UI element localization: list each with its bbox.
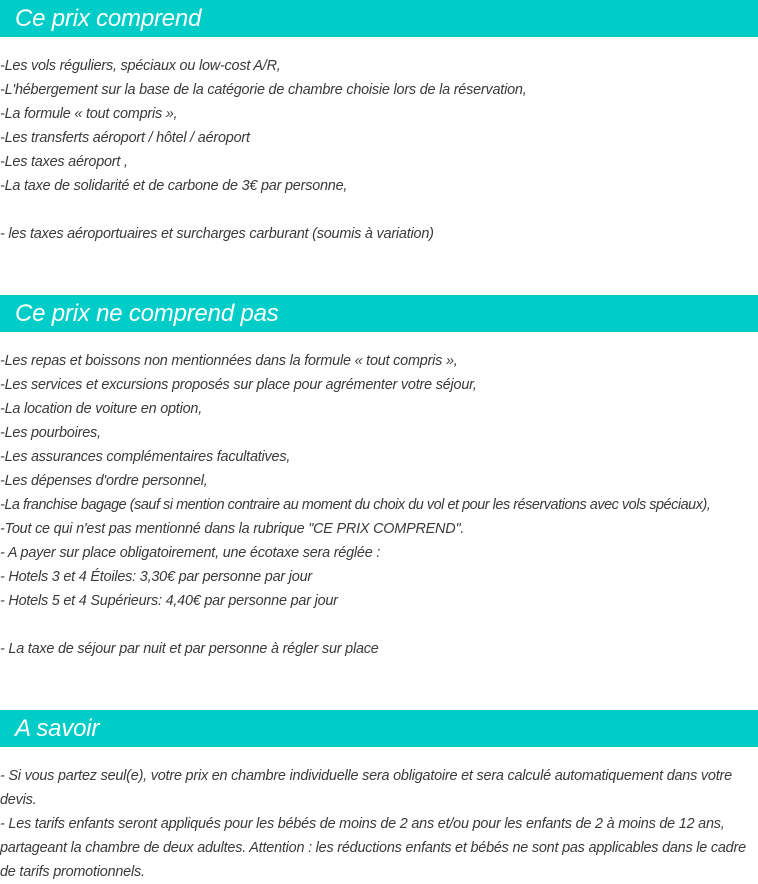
list-item: -Les services et excursions proposés sur place pour agrémenter votre séjour, xyxy=(0,377,477,393)
list-item: - La taxe de séjour par nuit et par personne à régler sur place xyxy=(0,641,379,657)
list-item: -Les dépenses d'ordre personnel, xyxy=(0,473,208,489)
list-item: - Hotels 5 et 4 Supérieurs: 4,40€ par personne par jour xyxy=(0,593,338,609)
section-header-not-included xyxy=(0,295,758,332)
list-item: -L'hébergement sur la base de la catégorie de chambre choisie lors de la réservation, xyxy=(0,82,527,98)
list-item: -Les pourboires, xyxy=(0,425,101,441)
list-item: -Les transferts aéroport / hôtel / aéroport xyxy=(0,130,250,146)
list-item: - A payer sur place obligatoirement, une écotaxe sera réglée : xyxy=(0,545,381,561)
section-header-good-to-know xyxy=(0,710,758,747)
list-item: -La franchise bagage (sauf si mention contraire au moment du choix du vol et pour les réservations avec vols spéciaux), xyxy=(0,497,711,513)
section-body-included xyxy=(0,54,758,246)
list-item-empty xyxy=(0,613,758,637)
list-item: -La taxe de solidarité et de carbone de 3€ par personne, xyxy=(0,178,348,194)
list-item-empty xyxy=(0,198,758,222)
list-item: - les taxes aéroportuaires et surcharges carburant (soumis à variation) xyxy=(0,226,434,242)
section-header-included xyxy=(0,0,758,37)
list-item: -La formule « tout compris », xyxy=(0,106,178,122)
paragraph: - Les tarifs enfants seront appliqués pour les bébés de moins de 2 ans et/ou pour les enfants de 2 à moins de 12 ans, partageant la chambre de deux adultes. Attention : les réductions enfants et bébés ne sont pas applicables dans le cadre de tarifs promotionnels. xyxy=(0,816,746,880)
paragraph: - Si vous partez seul(e), votre prix en chambre individuelle sera obligatoire et sera calculé automatiquement dans votre devis. xyxy=(0,768,732,808)
section-body-good-to-know xyxy=(0,764,752,884)
list-item: -La location de voiture en option, xyxy=(0,401,203,417)
list-item: - Hotels 3 et 4 Étoiles: 3,30€ par personne par jour xyxy=(0,569,312,585)
list-item: -Les taxes aéroport , xyxy=(0,154,128,170)
section-title: Ce prix ne comprend pas xyxy=(15,300,279,327)
list-item: -Les repas et boissons non mentionnées dans la formule « tout compris », xyxy=(0,353,458,369)
list-item: -Tout ce qui n'est pas mentionné dans la rubrique "CE PRIX COMPREND". xyxy=(0,521,465,537)
section-title: A savoir xyxy=(15,715,100,742)
section-body-not-included xyxy=(0,349,758,661)
list-item: -Les vols réguliers, spéciaux ou low-cost A/R, xyxy=(0,58,281,74)
section-title: Ce prix comprend xyxy=(15,5,202,32)
list-item: -Les assurances complémentaires facultatives, xyxy=(0,449,291,465)
